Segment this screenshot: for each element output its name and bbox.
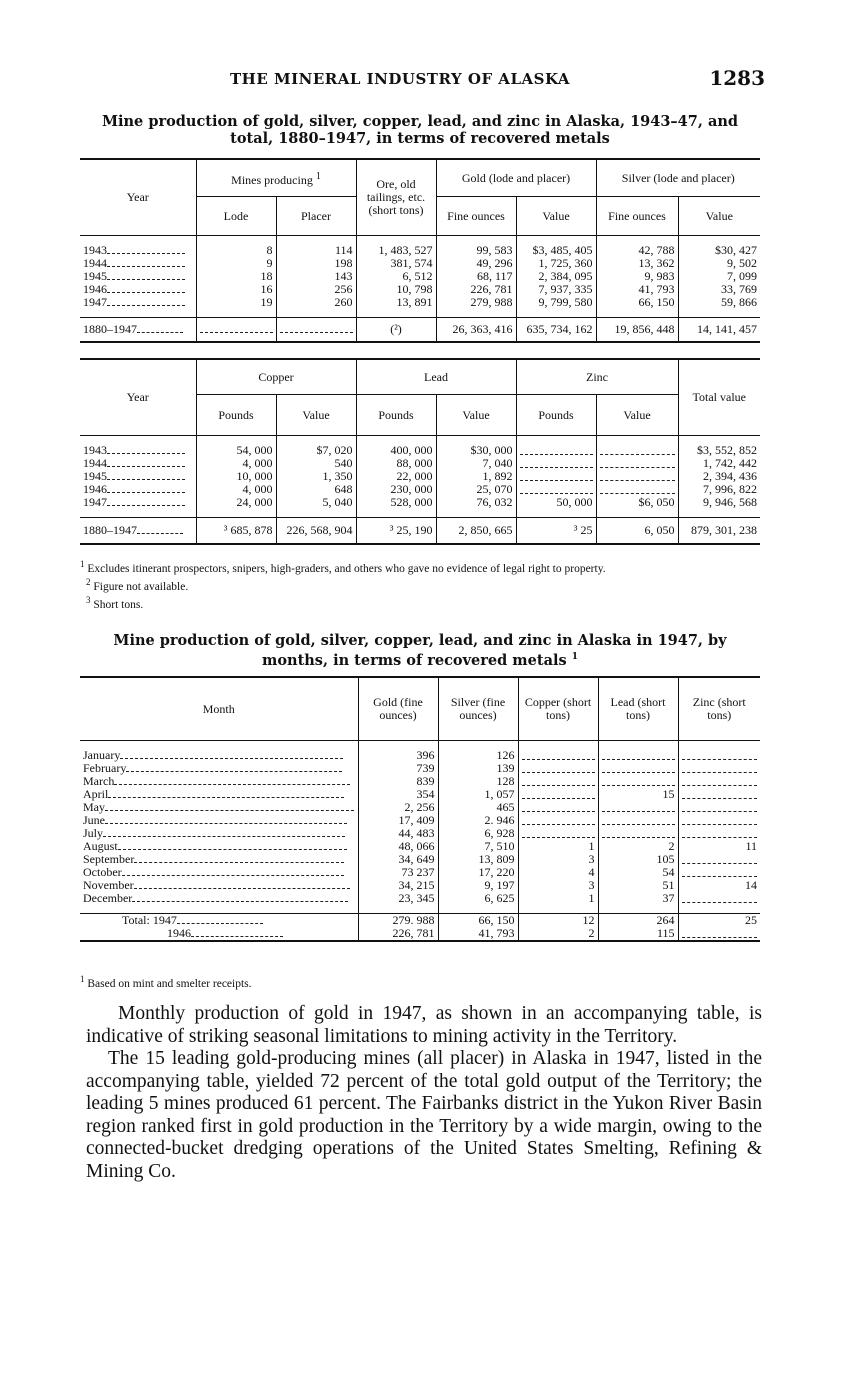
- table1-part-a: [80, 158, 760, 343]
- col-copper-header: Copper (short tons): [518, 677, 598, 741]
- table-row: [80, 496, 760, 509]
- silver-cell: 9, 197: [438, 879, 518, 892]
- ore-cell: 1, 483, 527: [356, 244, 436, 257]
- row-month: May: [83, 801, 105, 814]
- gold-cell: 34, 649: [358, 853, 438, 866]
- total-value-cell: 7, 996, 822: [678, 483, 760, 496]
- col-lead-value-header: Value: [436, 395, 516, 436]
- row-year: 1946: [83, 283, 107, 296]
- silver-ounces-cell: 9, 983: [596, 270, 678, 283]
- total-value-cell: $3, 552, 852: [678, 444, 760, 457]
- total-label: Total: 1947: [122, 913, 177, 927]
- silver-value-cell: 33, 769: [678, 283, 760, 296]
- row-month: November: [83, 879, 134, 892]
- copper-value-cell: 226, 568, 904: [276, 518, 356, 544]
- col-year-header: Year: [126, 190, 149, 204]
- lead-cell: 54: [598, 866, 678, 879]
- silver-value-cell: 9, 502: [678, 257, 760, 270]
- gold-cell: 279. 988: [358, 914, 438, 928]
- table2-caption-line1: Mine production of gold, silver, copper, lead, and zinc in Alaska in 1947, by: [113, 632, 727, 649]
- gold-cell: 73 237: [358, 866, 438, 879]
- silver-cell: 2. 946: [438, 814, 518, 827]
- lead-pounds-cell: 22, 000: [356, 470, 436, 483]
- lead-cell: 51: [598, 879, 678, 892]
- footnote: [80, 576, 760, 594]
- table2-footnote: [80, 973, 760, 991]
- copper-value-cell: 1, 350: [276, 470, 356, 483]
- row-year: 1880–1947: [83, 522, 137, 537]
- lead-pounds-cell: 230, 000: [356, 483, 436, 496]
- footnote-mark: 2: [86, 576, 91, 587]
- ore-cell: 381, 574: [356, 257, 436, 270]
- placer-cell: 260: [276, 296, 356, 309]
- lode-cell: 19: [196, 296, 276, 309]
- col-mines-header: [196, 159, 356, 197]
- copper-pounds-cell: ³ 685, 878: [196, 518, 276, 544]
- lead-value-cell: 7, 040: [436, 457, 516, 470]
- silver-cell: 7, 510: [438, 840, 518, 853]
- lead-pounds-cell: 528, 000: [356, 496, 436, 509]
- footnote: [80, 594, 760, 612]
- col-lead-pounds-header: Pounds: [356, 395, 436, 436]
- footnote-mark: 1: [80, 974, 85, 984]
- gold-cell: 839: [358, 775, 438, 788]
- table-row: [80, 296, 760, 309]
- zinc-value-cell: 6, 050: [596, 518, 678, 544]
- col-placer-header: Placer: [276, 197, 356, 236]
- col-copper-header: Copper: [196, 359, 356, 395]
- lead-cell: 105: [598, 853, 678, 866]
- table2-monthly: [80, 676, 760, 942]
- col-zinc-header: Zinc (short tons): [678, 677, 760, 741]
- row-month: February: [83, 762, 127, 775]
- footnote-text: Short tons.: [93, 598, 144, 611]
- table-total-row: [80, 318, 760, 342]
- lead-value-cell: 2, 850, 665: [436, 518, 516, 544]
- col-mines-label: Mines producing: [231, 172, 313, 187]
- table1-part-b: [80, 358, 760, 545]
- zinc-cell: 14: [678, 879, 760, 892]
- col-gold-ounces-header: Fine ounces: [436, 197, 516, 236]
- row-month: April: [83, 788, 109, 801]
- lode-cell: 8: [196, 244, 276, 257]
- copper-cell: 3: [518, 853, 598, 866]
- col-copper-pounds-header: Pounds: [196, 395, 276, 436]
- row-month: January: [83, 749, 121, 762]
- body-text: [86, 1003, 762, 1183]
- copper-value-cell: 5, 040: [276, 496, 356, 509]
- zinc-cell: 25: [678, 914, 760, 928]
- gold-cell: 226, 781: [358, 927, 438, 941]
- total-value-cell: 879, 301, 238: [678, 518, 760, 544]
- table1-caption-line1: Mine production of gold, silver, copper, lead, and zinc in Alaska, 1943–47, and: [101, 113, 739, 130]
- footnote-mark: 3: [86, 594, 91, 605]
- footnote-text: Based on mint and smelter receipts.: [87, 977, 252, 990]
- silver-ounces-cell: 41, 793: [596, 283, 678, 296]
- page-number: 1283: [709, 66, 765, 90]
- silver-cell: 6, 625: [438, 892, 518, 905]
- gold-value-cell: 635, 734, 162: [516, 318, 596, 342]
- lead-value-cell: $30, 000: [436, 444, 516, 457]
- col-zinc-header: Zinc: [516, 359, 678, 395]
- zinc-pounds-cell: ³ 25: [516, 518, 596, 544]
- gold-ounces-cell: 49, 296: [436, 257, 516, 270]
- table1-caption-line2: total, 1880–1947, in terms of recovered metals: [230, 130, 610, 147]
- table-total-row: [80, 927, 760, 941]
- table-total-row: [80, 518, 760, 544]
- gold-cell: 354: [358, 788, 438, 801]
- ore-cell: (²): [356, 318, 436, 342]
- row-year: 1943: [83, 244, 107, 257]
- silver-value-cell: 14, 141, 457: [678, 318, 760, 342]
- lode-cell: 18: [196, 270, 276, 283]
- row-year: 1946: [83, 483, 107, 496]
- col-silver-value-header: Value: [678, 197, 760, 236]
- copper-cell: 1: [518, 892, 598, 905]
- col-lead-header: Lead (short tons): [598, 677, 678, 741]
- copper-cell: 3: [518, 879, 598, 892]
- silver-cell: 1, 057: [438, 788, 518, 801]
- col-copper-value-header: Value: [276, 395, 356, 436]
- gold-value-cell: 1, 725, 360: [516, 257, 596, 270]
- table2-caption-note: 1: [571, 652, 578, 662]
- placer-cell: 256: [276, 283, 356, 296]
- copper-value-cell: $7, 020: [276, 444, 356, 457]
- row-year: 1947: [83, 296, 107, 309]
- table2-caption-line2-wrap: [80, 649, 760, 669]
- gold-value-cell: 9, 799, 580: [516, 296, 596, 309]
- lead-cell: 264: [598, 914, 678, 928]
- copper-pounds-cell: 4, 000: [196, 457, 276, 470]
- gold-cell: 44, 483: [358, 827, 438, 840]
- table2-caption-line2: months, in terms of recovered metals: [262, 651, 567, 669]
- silver-value-cell: 59, 866: [678, 296, 760, 309]
- lode-cell: 16: [196, 283, 276, 296]
- row-month: July: [83, 827, 104, 840]
- table-total-row: [80, 914, 760, 928]
- row-year: 1943: [83, 444, 107, 457]
- lead-cell: 37: [598, 892, 678, 905]
- table-row: [80, 892, 760, 905]
- row-year: 1944: [83, 257, 107, 270]
- col-lead-header: Lead: [356, 359, 516, 395]
- lead-cell: 115: [598, 927, 678, 941]
- silver-cell: 465: [438, 801, 518, 814]
- copper-pounds-cell: 4, 000: [196, 483, 276, 496]
- gold-ounces-cell: 226, 781: [436, 283, 516, 296]
- col-month-header: Month: [202, 701, 235, 716]
- paragraph: The 15 leading gold-producing mines (all placer) in Alaska in 1947, listed in the accompanying table, yielded 72 percent of the total gold output of the Territory; the leading 5 mines produced 61 percent. The Fairbanks district in the Yukon River Basin region ranked first in gold production in the Territory by a wide margin, owing to the connected-bucket dredging operations of the United States Smelting, Refining & Mining Co.: [86, 1048, 762, 1182]
- gold-cell: 2, 256: [358, 801, 438, 814]
- silver-ounces-cell: 66, 150: [596, 296, 678, 309]
- lead-value-cell: 25, 070: [436, 483, 516, 496]
- gold-cell: 48, 066: [358, 840, 438, 853]
- row-year: 1947: [83, 496, 107, 509]
- footnote-mark: 1: [80, 559, 85, 569]
- silver-value-cell: 7, 099: [678, 270, 760, 283]
- ore-cell: 13, 891: [356, 296, 436, 309]
- copper-pounds-cell: 24, 000: [196, 496, 276, 509]
- row-month: October: [83, 866, 122, 879]
- row-year: 1944: [83, 457, 107, 470]
- copper-value-cell: 540: [276, 457, 356, 470]
- gold-ounces-cell: 26, 363, 416: [436, 318, 516, 342]
- col-mines-note: 1: [315, 170, 321, 182]
- copper-cell: 2: [518, 927, 598, 941]
- col-gold-header: Gold (fine ounces): [358, 677, 438, 741]
- table1-caption: [80, 113, 760, 147]
- placer-cell: 114: [276, 244, 356, 257]
- table2-caption: [80, 632, 760, 669]
- placer-cell: 143: [276, 270, 356, 283]
- row-year: 1945: [83, 470, 107, 483]
- total-value-cell: 1, 742, 442: [678, 457, 760, 470]
- col-gold-header: Gold (lode and placer): [436, 159, 596, 197]
- lead-value-cell: 1, 892: [436, 470, 516, 483]
- zinc-value-cell: $6, 050: [596, 496, 678, 509]
- placer-cell: 198: [276, 257, 356, 270]
- lead-pounds-cell: 88, 000: [356, 457, 436, 470]
- col-total-header: Total value: [678, 359, 760, 436]
- col-silver-header: Silver (lode and placer): [596, 159, 760, 197]
- silver-value-cell: $30, 427: [678, 244, 760, 257]
- silver-cell: 139: [438, 762, 518, 775]
- gold-ounces-cell: 68, 117: [436, 270, 516, 283]
- ore-cell: 6, 512: [356, 270, 436, 283]
- footnote-text: Excludes itinerant prospectors, snipers, high-graders, and others who gave no evidence of legal right to property.: [87, 562, 606, 575]
- row-month: August: [83, 840, 118, 853]
- gold-ounces-cell: 279, 988: [436, 296, 516, 309]
- paragraph: Monthly production of gold in 1947, as shown in an accompanying table, is indicative of striking seasonal limitations to mining activity in the Territory.: [86, 1003, 762, 1047]
- row-year: 1945: [83, 270, 107, 283]
- total-value-cell: 2, 394, 436: [678, 470, 760, 483]
- gold-cell: 396: [358, 749, 438, 762]
- running-title: THE MINERAL INDUSTRY OF ALASKA: [230, 70, 571, 88]
- col-year-header: Year: [126, 390, 149, 404]
- row-month: June: [83, 814, 105, 827]
- silver-cell: 41, 793: [438, 927, 518, 941]
- gold-cell: 739: [358, 762, 438, 775]
- col-silver-ounces-header: Fine ounces: [596, 197, 678, 236]
- copper-cell: 4: [518, 866, 598, 879]
- copper-cell: 12: [518, 914, 598, 928]
- silver-cell: 6, 928: [438, 827, 518, 840]
- col-zinc-value-header: Value: [596, 395, 678, 436]
- row-month: September: [83, 853, 135, 866]
- col-lode-header: Lode: [196, 197, 276, 236]
- silver-cell: 17, 220: [438, 866, 518, 879]
- col-ore-header: Ore, old tailings, etc. (short tons): [356, 159, 436, 236]
- zinc-cell: 11: [678, 840, 760, 853]
- col-silver-header: Silver (fine ounces): [438, 677, 518, 741]
- ore-cell: 10, 798: [356, 283, 436, 296]
- gold-cell: 17, 409: [358, 814, 438, 827]
- silver-cell: 66, 150: [438, 914, 518, 928]
- silver-cell: 13, 809: [438, 853, 518, 866]
- gold-cell: 34, 215: [358, 879, 438, 892]
- row-month: December: [83, 892, 133, 905]
- total-label: 1946: [167, 927, 191, 940]
- table1-footnotes: [80, 558, 760, 611]
- lode-cell: 9: [196, 257, 276, 270]
- row-month: March: [83, 775, 115, 788]
- copper-cell: 1: [518, 840, 598, 853]
- lead-pounds-cell: 400, 000: [356, 444, 436, 457]
- copper-pounds-cell: 10, 000: [196, 470, 276, 483]
- gold-cell: 23, 345: [358, 892, 438, 905]
- zinc-pounds-cell: 50, 000: [516, 496, 596, 509]
- silver-ounces-cell: 13, 362: [596, 257, 678, 270]
- silver-ounces-cell: 19, 856, 448: [596, 318, 678, 342]
- gold-ounces-cell: 99, 583: [436, 244, 516, 257]
- lead-pounds-cell: ³ 25, 190: [356, 518, 436, 544]
- lead-cell: 2: [598, 840, 678, 853]
- lead-cell: 15: [598, 788, 678, 801]
- gold-value-cell: $3, 485, 405: [516, 244, 596, 257]
- footnote: [80, 558, 760, 576]
- footnote-text: Figure not available.: [93, 580, 189, 593]
- total-value-cell: 9, 946, 568: [678, 496, 760, 509]
- col-gold-value-header: Value: [516, 197, 596, 236]
- row-year: 1880–1947: [83, 321, 137, 336]
- gold-value-cell: 7, 937, 335: [516, 283, 596, 296]
- copper-pounds-cell: 54, 000: [196, 444, 276, 457]
- running-head: [80, 66, 765, 92]
- silver-ounces-cell: 42, 788: [596, 244, 678, 257]
- col-zinc-pounds-header: Pounds: [516, 395, 596, 436]
- lead-value-cell: 76, 032: [436, 496, 516, 509]
- gold-value-cell: 2, 384, 095: [516, 270, 596, 283]
- silver-cell: 126: [438, 749, 518, 762]
- copper-value-cell: 648: [276, 483, 356, 496]
- silver-cell: 128: [438, 775, 518, 788]
